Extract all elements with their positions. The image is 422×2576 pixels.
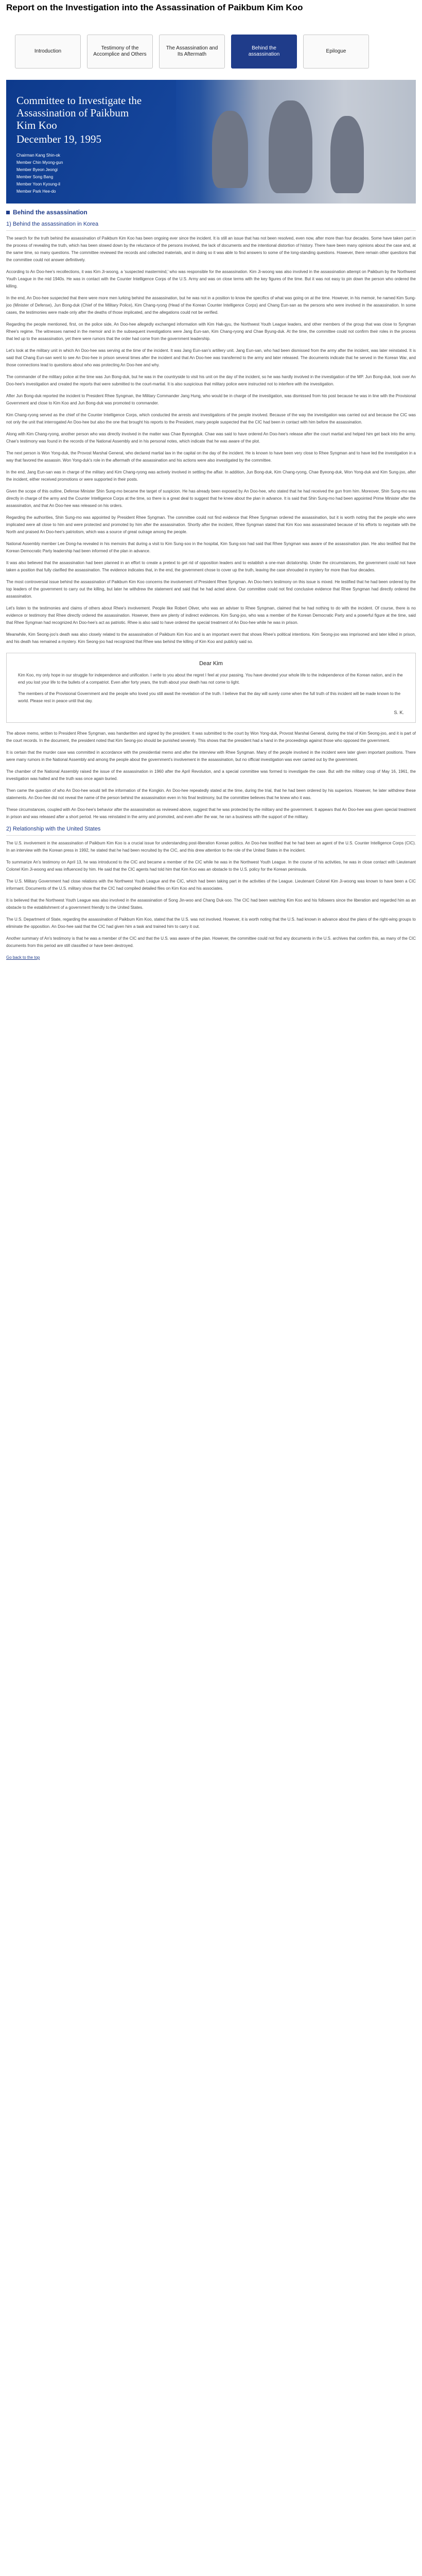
paragraph: The above memo, written to President Rhee Syngman, was handwritten and signed by the president. It was submitted to the court by Won Yong-duk, Provost Marshal General, during the trial of Kim Seong-joo, and it is part of the court records. In the document, the president noted that Kim Seong-joo should be punished severely. This shows that the president had a hand in the proceedings against those who opposed the government. [6,731,416,743]
paragraph: Regarding the authorities, Shin Sung-mo was appointed by President Rhee Syngman. The committee could not find evidence that Rhee Syngman ordered the assassination, but it is worth noting that the people who were implicated were all close to him and were protected and promoted by him after the assassination. Shortly after the incident, Rhee Syngman stated that Kim Koo was assassinated because of his efforts to negotiate with the North and praised An Doo-hee's patriotism, which was a source of great outrage among the people. [6,515,416,534]
paragraph: Kim Chang-ryong served as the chief of the Counter Intelligence Corps, which conducted the arrests and investigations of the people involved. Because of the way the investigation was carried out and because the CIC was not only the unit that interrogated An Doo-hee but also the one that brought his reports to the President, many people suspected that the CIC had been in contact with him before the assassination. [6,413,416,425]
paragraph: The next person is Won Yong-duk, the Provost Marshal General, who declared martial law in the capital on the day of the incident. He is known to have been very close to Rhee Syngman and to have led the investigation in a way that favored the assassin. Won Yong-duk's role in the aftermath of the assassination and his actions were also investigated by the committee. [6,451,416,463]
hero-title: Committee to Investigate the Assassination of Paikbum Kim Koo [16,94,142,131]
paragraph: The U.S. involvement in the assassination of Paikbum Kim Koo is a crucial issue for understanding post-liberation Korean politics. An Doo-hee testified that he had been an agent of the U.S. Counter Intelligence Corps (CIC). In an interview with the Korean press in 1992, he stated that he had been recruited by the CIC, and this drew attention to the role of the United States in the incident. [6,841,416,853]
tab-introduction[interactable]: Introduction [15,35,81,69]
letter-paragraph: The members of the Provisional Government and the people who loved you still await the revelation of the truth. I believe that the day will surely come when the full truth of this incident will be made known to the world. Please rest in peace until that day. [18,691,401,703]
paragraph: Then came the question of who An Doo-hee would tell the information of the Kongkin. An Doo-hee repeatedly stated at the time, during the trial, that he had been ordered by his superiors. However, he later withdrew these statements. An Doo-hee did not reveal the name of the person behind the assassination even in his final testimony, but the committee believes that he knew who it was. [6,788,416,800]
section-tabs [0,35,422,69]
paragraph: The U.S. Department of State, regarding the assassination of Paikbum Kim Koo, stated that the U.S. was not involved. However, it is worth noting that the U.S. had known in advance about the plans of the right-wing groups to eliminate the opposition. An Doo-hee said that the CIC had given him a task and trained him to carry it out. [6,917,416,929]
tab-testimony[interactable]: Testimony of the Accomplice and Others [87,35,153,69]
photo-figure [330,116,364,193]
member-name: Member Park Hee-do [16,189,56,194]
paragraph: After Jun Bong-duk reported the incident to President Rhee Syngman, the Military Commander Jang Hung, who would be in charge of the investigation, was dismissed from his post because he was in line with the Provisional Government and close to Kim Koo and Jun Bong-duk was promoted to commander. [6,394,416,405]
paragraph: The search for the truth behind the assassination of Paikbum Kim Koo has been ongoing ever since the incident. It is still an issue that has not been resolved, even now, after more than four decades. Some have taken part in the process of revealing the truth, which has been slowed down by the reluctance of the persons involved, the lack of documents and the intentional distortion of history. There have been many opinions about the case and, at the same time, so many questions. The committee reviewed the records and collected materials, and in doing so it was able to find answers to some of the long-standing questions. However, there remain other questions that the committee could not answer definitively. [6,236,416,262]
committee-members [16,152,145,195]
paragraph: It is believed that the Northwest Youth League was also involved in the assassination of Song Jin-woo and Chang Duk-soo. The CIC had been watching Kim Koo and his followers since the liberation and regarded him as an obstacle to the establishment of a government friendly to the United States. [6,898,416,910]
paragraph: It is certain that the murder case was committed in accordance with the presidential memo and after the interview with Rhee Syngman. Many of the people involved in the incident were later given important positions. There were many rumors in the National Assembly and among the people about the government's involvement in the assassination, but no official investigation was ever carried out by the government. [6,750,416,762]
section-heading [6,209,416,216]
body-text-2 [6,730,416,821]
member-name: Member Song Bang [16,175,54,179]
paragraph: These circumstances, coupled with An Doo-hee's behavior after the assassination as reviewed above, suggest that he was protected by the military and the government. It appears that An Doo-hee was given special treatment in prison and was released after a short period. He was reinstated in the army and promoted, and even after the war, he ran a business with the support of the military. [6,807,416,819]
tab-epilogue[interactable]: Epilogue [303,35,369,69]
paragraph: To summarize An's testimony on April 13, he was introduced to the CIC and became a member of the CIC while he was in the Northwest Youth League. In the course of his activities, he was in close contact with Lieutenant Colonel Kim Ji-woong and was influenced by him. He said that the CIC agents had told him that Kim Koo was an obstacle to the U.S. policy for the Korean peninsula. [6,860,416,872]
tab-aftermath[interactable]: The Assassination and Its Aftermath [159,35,225,69]
back-to-top-link[interactable]: Go back to the top [6,955,40,960]
bullet-square-icon [6,211,10,214]
body-text-1 [6,235,416,646]
paragraph: The chamber of the National Assembly raised the issue of the assassination in 1960 after the April Revolution, and a special committee was formed to investigate the case. But with the military coup of May 16, 1961, the investigation was halted and the truth was once again buried. [6,769,416,781]
photo-figure [269,100,312,193]
paragraph: Let's listen to the testimonies and claims of others about Rhee's involvement. People like Robert Oliver, who was an adviser to Rhee Syngman, claimed that he had nothing to do with the incident. Of course, there is no evidence or testimony that Rhee directly ordered the assassination. However, there are plenty of indirect evidences. Kim Sung-joo, who was a member of the Korean Democratic Party and a powerful figure at the time, said that Rhee Syngman had recognized An Doo-hee's act as patriotic. Rhee is also said to have ordered the special treatment of An Doo-hee while he was in prison. [6,606,416,625]
paragraph: In the end, Jang Eun-san was in charge of the military and Kim Chang-ryong was actively involved in settling the affair. In addition, Jun Bong-duk, Kim Chang-ryong, Chae Byeong-duk, Won Yong-duk and Kim Sung-joo, after the incident, either received promotions or were supported in their posts. [6,470,416,482]
member-name: Member Chin Myong-gun [16,160,63,165]
photo-figure [212,111,248,188]
hero-date: December 19, 1995 [16,133,102,145]
member-name: Chairman Kang Shin-ok [16,153,60,158]
divider [6,230,416,231]
paragraph: The U.S. Military Government had close relations with the Northwest Youth League and the CIC, which had been taking part in the activities of the League. Lieutenant Colonel Kim Ji-woong was known to have been a CIC informant. Documents of the U.S. military show that the CIC had compiled detailed files on Kim Koo and his associates. [6,879,416,891]
paragraph: Regarding the people mentioned, first, on the police side, An Doo-hee allegedly exchanged information with Kim Hak-gyu, the Northwest Youth League leaders, and other members of the group that was close to Syngman Rhee's regime. The witnesses named in the memoir and in the subsequent investigations were Jang Eun-san, Kim Chang-ryong and Chae Byung-duk. At the time, the committee could not confirm their roles in the process that led up to the assassination, yet there were rumors that the order had come from the government leadership. [6,322,416,341]
letter-signature: S. K. [394,710,404,715]
letter-title: Dear Kim [199,660,223,667]
page-title: Report on the Investigation into the Assassination of Paikbum Kim Koo [6,3,303,12]
letter-box [6,653,416,723]
paragraph: In the end, An Doo-hee suspected that there were more men lurking behind the assassination, but he was not in a position to know the specifics of what was going on at the time. However, in his memoir, he named Kim Sung-joo (Minister of Defense), Jun Bong-duk (Chief of the Military Police), Kim Chang-ryong (Head of the Korean Counter Intelligence Corps) and Chang Eun-san as the persons who were involved in the assassination. In some cases, the testimonies were made only after the deaths of those implicated, and the allegations could not be verified. [6,296,416,315]
paragraph: Let's look at the military unit in which An Doo-hee was serving at the time of the incident. It was Jang Eun-san's artillery unit. Jang Eun-san, who had been dismissed from the army after the incident, was later reinstated. It is said that Chang Eun-san went to see An Doo-hee in prison several times after the incident and that An Doo-hee was transferred to the army and later released. The documents indicate that he served in the Korean War, and those connections lead to questions about who was protecting An Doo-hee and why. [6,348,416,367]
paragraph: Meanwhile, Kim Seong-joo's death was also closely related to the assassination of Paikbum Kim Koo and is an important event that shows Rhee's political intentions. Kim Seong-joo was imprisoned and later killed in prison, and his death has remained a mystery. Kim Seong-joo had recognized that Rhee was behind the killing of Kim Koo and publicly said so. [6,632,416,644]
paragraph: The commander of the military police at the time was Jun Bong-duk, but he was in the countryside to visit his unit on the day of the incident, so he was hardly involved in the investigation of the MP. Jun Bong-duk, took over An Doo-hee's investigation and created the reports that were submitted to the court-martial. It is also suspicious that military police were instructed not to interfere with the investigation. [6,375,416,386]
paragraph: The most controversial issue behind the assassination of Paikbum Kim Koo concerns the involvement of President Rhee Syngman. An Doo-hee's testimony on this issue is mixed. He testified that he had been ordered by the top leaders of the government to carry out the killing, but later he withdrew the statement and said that he had acted alone. Our committee could not find conclusive evidence that Rhee Syngman had directly ordered the assassination. [6,580,416,599]
hero-text [16,94,145,195]
hero-banner [6,80,416,204]
paragraph: It was also believed that the assassination had been planned in an effort to create a pretext to get rid of opposition leaders and to establish a one-man dictatorship. Under the circumstances, the government could not have taken a position that fully clarified the assassination. The evidence indicates that, in the end, the government chose to cover up the truth, leaving the case shrouded in mystery for more than four decades. [6,561,416,572]
member-name: Member Byeon Jeongi [16,167,58,172]
tab-behind-assassination[interactable]: Behind the assassination [231,35,297,69]
paragraph: Another summary of An's testimony is that he was a member of the CIC and that the U.S. was aware of the plan. However, the committee could not find any documents in the U.S. archives that confirm this, as many of the CIC documents from this period are still classified or have been destroyed. [6,936,416,948]
subsection-heading: 1) Behind the assassination in Korea [6,221,99,227]
member-name: Member Yoon Kyoung-il [16,182,60,187]
letter-paragraph: Kim Koo, my only hope in our struggle for independence and unification. I write to you about the regret I feel at your passing. You have devoted your whole life to the independence of the Korean nation, and in the end you lost your life to the bullets of a compatriot. Even after forty years, the truth about your death has not come to light. [18,673,403,685]
divider [6,835,416,836]
subsection-heading-us: 2) Relationship with the United States [6,826,101,832]
paragraph: Along with Kim Chang-ryong, another person who was directly involved in the matter was Chae Byeongduk. Chae was said to have ordered An Doo-hee's release after the court martial and helped him get back into the army. Chae's testimony was found in the records of the National Assembly and in his personal notes, which indicate that he was aware of the plot. [6,432,416,444]
section-heading-label: Behind the assassination [13,209,87,216]
hero-photo [176,80,416,204]
body-text-3 [6,840,416,961]
paragraph: National Assembly member Lee Dong-ha revealed in his memoirs that during a visit to Kim Sung-soo in the hospital, Kim Sung-soo had said that Rhee Syngman was aware of the assassination plan. He also testified that the Korean Democratic Party leadership had been informed of the plan in advance. [6,541,416,553]
paragraph: According to An Doo-hee's recollections, it was Kim Ji-woong, a 'suspected mastermind,' who was responsible for the assassination. Kim Ji-woong was also involved in the assassination attempt on Paikbum by the Northwest Youth League in the mid 1940s. He was in contact with the Counter Intelligence Corps of the U.S. Army and was on close terms with the key figures of the time. But it was not easy to pin down the person who ordered the killing. [6,269,416,289]
paragraph: Given the scope of this outline, Defense Minister Shin Sung-mo became the target of suspicion. He has already been exposed by An Doo-hee, who stated that he had received the gun from him. Moreover, Shin Sung-mo was directly in charge of the army and the Counter Intelligence Corps at the time, so there is a great deal to suggest that he knew about the plan in advance. It is said that Shin Sung-mo had been appointed Prime Minister after the assassination, and that An Doo-hee was released on his orders. [6,489,416,508]
